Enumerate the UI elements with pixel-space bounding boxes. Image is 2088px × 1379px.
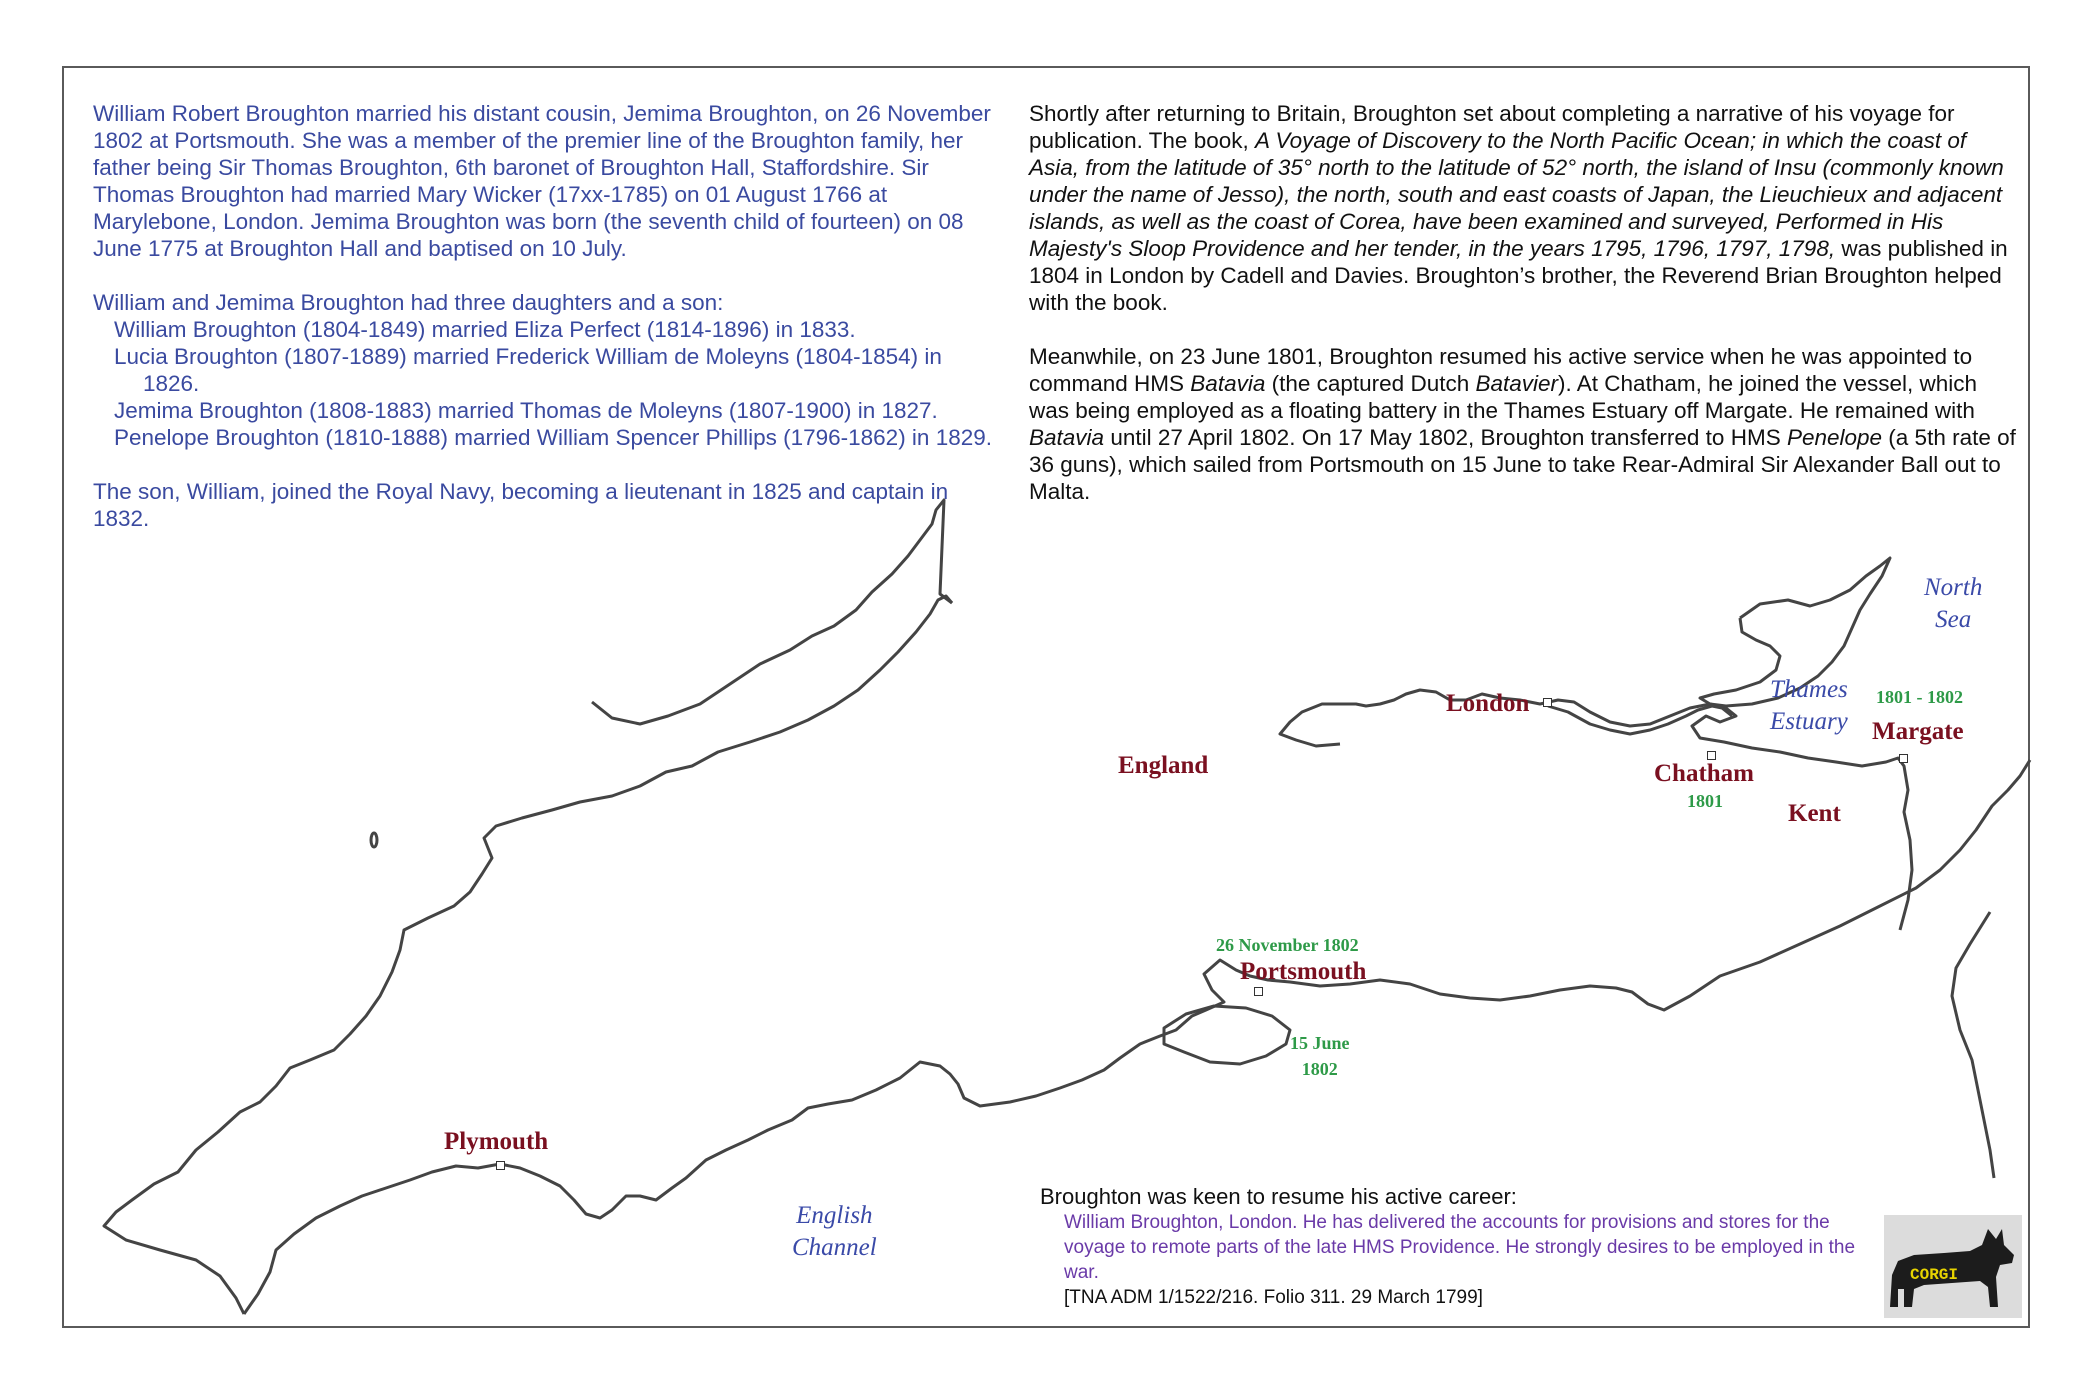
ship-name: Batavia [1029,425,1105,450]
welsh-coast [592,500,952,724]
ship-name: Batavia [1190,371,1266,396]
service-text: ). At Chatham, he joined the vessel, which was being employed as a floating battery in the Thames Estuary off Margate. He remained with [1029,371,1978,423]
quote-lead: Broughton was keen to resume his active career: [1040,1184,1517,1209]
chatham-label: Chatham [1654,760,1755,787]
logo-text: CORGI [1910,1266,1959,1284]
child-item: Lucia Broughton (1807-1889) married Frederick William de Moleyns (1804-1854) in 1826. [114,344,942,396]
kent-label: Kent [1788,800,1841,827]
service-text: (the captured Dutch [1265,371,1476,396]
voyage-text: Shortly after returning to Britain, Broughton set about completing a narrative of his voyage for publication. The book, [1029,101,1955,153]
thames-line-2: Estuary [1770,708,1848,735]
child-item: William Broughton (1804-1849) married Eliza Perfect (1814-1896) in 1833. [114,317,856,342]
left-text-column [93,100,993,532]
north-sea-line-2: Sea [1935,606,1972,633]
sailing-date-line-2: 1802 [1301,1059,1338,1079]
service-text: until 27 April 1802. On 17 May 1802, Broughton transferred to HMS [1104,425,1787,450]
london-label: London [1446,690,1530,717]
marriage-paragraph: William Robert Broughton married his distant cousin, Jemima Broughton, on 26 November 1802 at Portsmouth. She was a member of the premier line of the Broughton family, her father being Sir Thomas Broughton, 6th baronet of Broughton Hall, Staffordshire. Sir Thomas Broughton had married Mary Wicker (17xx-1785) on 01 August 1766 at Marylebone, London. Jemima Broughton was born (the seventh child of fourteen) on 08 June 1775 at Broughton Hall and baptised on 10 July. [93,101,991,261]
voyage-paragraph [1029,100,2019,316]
margate-label: Margate [1872,718,1964,745]
portsmouth-label: Portsmouth [1240,958,1367,985]
chatham-date: 1801 [1687,791,1723,811]
london-marker [1543,698,1552,707]
portsmouth-marker [1254,987,1263,996]
right-text-column [1029,100,2019,505]
england-label: England [1118,752,1209,779]
plymouth-marker [496,1161,505,1170]
margate-date: 1801 - 1802 [1876,687,1963,707]
quote-reference: [TNA ADM 1/1522/216. Folio 311. 29 March 1799] [1064,1287,1483,1308]
book-title: A Voyage of Discovery to the North Pacific Ocean; in which the coast of Asia, from the latitude of 35° north to the latitude of 52° north, the island of Insu (commonly known under the name of Jesso), the north, south and east coasts of Japan, the Lieuchieux and adjacent islands, as well as the coast of Corea, have been examined and surveyed, Performed in His Majesty's Sloop Providence and her tender, in the years 1795, 1796, 1797, 1798, [1029,128,2004,261]
margate-marker [1899,754,1908,763]
sailing-date [1290,1030,1350,1082]
service-text: (a 5th rate of 36 guns), which sailed from Portsmouth on 15 June to take Rear-Admiral Sir Alexander Ball out to Malta. [1029,425,2016,504]
north-sea-label [1924,572,1982,636]
thames-line-1: Thames [1770,676,1848,703]
portsmouth-date: 26 November 1802 [1216,935,1359,955]
chatham-marker [1707,751,1716,760]
ship-name: Batavier [1475,371,1559,396]
thames-estuary-label [1770,674,1848,738]
corgi-icon [1884,1215,2022,1318]
channel-line-1: English [796,1202,873,1229]
isle-of-wight [1164,1006,1290,1064]
service-text: Meanwhile, on 23 June 1801, Broughton resumed his active service when he was appointed to command HMS [1029,344,1973,396]
corgi-logo [1884,1215,2022,1318]
quote-text: William Broughton, London. He has delivered the accounts for provisions and stores for the voyage to remote parts of the late HMS Providence. He strongly desires to be employed in the war. [1064,1212,1856,1283]
plymouth-label: Plymouth [444,1128,549,1155]
voyage-text-end: was published in 1804 in London by Cadell and Davies. Broughton’s brother, the Reverend Brian Broughton helped with the book. [1029,236,2008,315]
child-item: Penelope Broughton (1810-1888) married William Spencer Phillips (1796-1862) in 1829. [114,425,993,450]
children-intro: William and Jemima Broughton had three daughters and a son: [93,290,724,315]
archive-quote [1040,1184,1860,1310]
child-item: Jemima Broughton (1808-1883) married Thomas de Moleyns (1807-1900) in 1827. [114,398,938,423]
son-paragraph: The son, William, joined the Royal Navy, becoming a lieutenant in 1825 and captain in 1832. [93,479,949,531]
service-paragraph [1029,343,2019,505]
english-channel-label [792,1200,877,1264]
ship-name: Penelope [1786,425,1883,450]
sailing-date-line-1: 15 June [1290,1033,1350,1053]
north-sea-line-1: North [1924,574,1983,601]
channel-line-2: Channel [792,1234,877,1261]
